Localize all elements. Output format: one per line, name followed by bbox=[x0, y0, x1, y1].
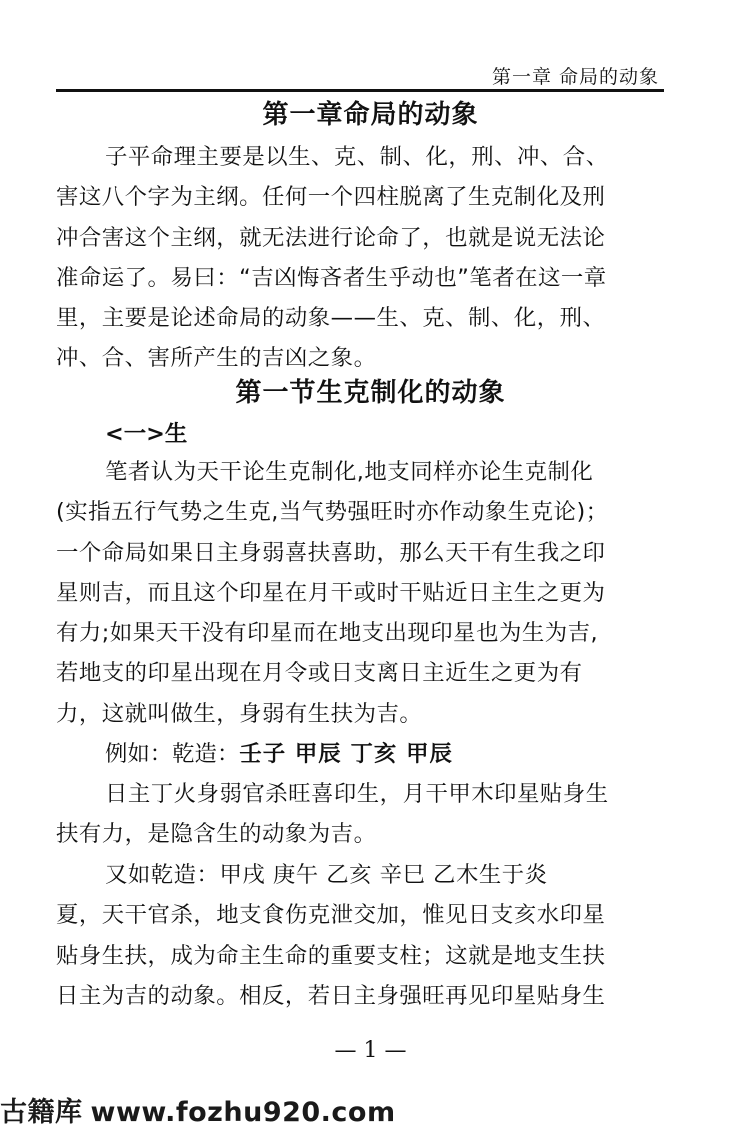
text-line: 日主为吉的动象。相反，若日主身强旺再见印星贴身生 bbox=[56, 982, 606, 1009]
text-line: 又如乾造：甲戌 庚午 乙亥 辛巳 乙木生于炎 bbox=[105, 862, 548, 888]
text-line: 若地支的印星出现在月令或日支离日主近生之更为有 bbox=[56, 660, 583, 687]
example-1-chart bbox=[105, 734, 453, 774]
text-line: 子平命理主要是以生、克、制、化，刑、冲、合、 bbox=[105, 144, 609, 170]
text-line: 害这八个字为主纲。任何一个四柱脱离了生克制化及刑 bbox=[56, 184, 606, 211]
text-line: 一个命局如果日主身弱喜扶喜助，那么天干有生我之印 bbox=[56, 539, 606, 566]
text-line: 星则吉，而且这个印星在月干或时干贴近日主生之更为 bbox=[56, 579, 606, 606]
example-1-paragraph bbox=[56, 774, 662, 855]
running-header: 第一章 命局的动象 bbox=[491, 66, 659, 88]
text-line: 里，主要是论述命局的动象——生、克、制、化，刑、 bbox=[56, 305, 606, 332]
text-line: 力，这就叫做生，身弱有生扶为吉。 bbox=[56, 700, 423, 727]
page-number: — 1 — bbox=[334, 1038, 407, 1063]
example-label: 例如：乾造： bbox=[105, 741, 240, 767]
text-line: 贴身生扶，成为命主生命的重要支柱；这就是地支生扶 bbox=[56, 942, 606, 969]
text-line: 夏，天干官杀，地支食伤克泄交加，惟见日支亥水印星 bbox=[56, 902, 606, 929]
watermark-url: www.fozhu920.com bbox=[90, 1097, 396, 1128]
text-line: (实指五行气势之生克,当气势强旺时亦作动象生克论)； bbox=[56, 499, 609, 526]
subheading: <一>生 bbox=[105, 421, 188, 447]
text-line: 笔者认为天干论生克制化,地支同样亦论生克制化 bbox=[105, 459, 594, 485]
text-line: 准命运了。易曰：“吉凶悔吝者生乎动也”笔者在这一章 bbox=[56, 264, 607, 291]
text-line: 扶有力，是隐含生的动象为吉。 bbox=[56, 821, 377, 848]
text-line: 有力;如果天干没有印星而在地支出现印星也为生为吉, bbox=[56, 620, 599, 647]
chapter-title: 第一章命局的动象 bbox=[262, 100, 479, 130]
example-2-paragraph bbox=[56, 855, 662, 1016]
watermark-name: 古籍库 bbox=[0, 1097, 83, 1128]
header-rule bbox=[56, 89, 664, 92]
example-pillars: 壬子 甲辰 丁亥 甲辰 bbox=[239, 741, 453, 767]
text-line: 冲合害这个主纲，就无法进行论命了，也就是说无法论 bbox=[56, 224, 606, 251]
text-line: 冲、合、害所产生的吉凶之象。 bbox=[56, 345, 377, 372]
text-line: 日主丁火身弱官杀旺喜印生，月干甲木印星贴身生 bbox=[105, 781, 609, 807]
section-paragraph bbox=[56, 452, 662, 734]
watermark bbox=[0, 1090, 396, 1129]
section-title: 第一节生克制化的动象 bbox=[235, 378, 506, 408]
intro-paragraph bbox=[56, 137, 662, 379]
